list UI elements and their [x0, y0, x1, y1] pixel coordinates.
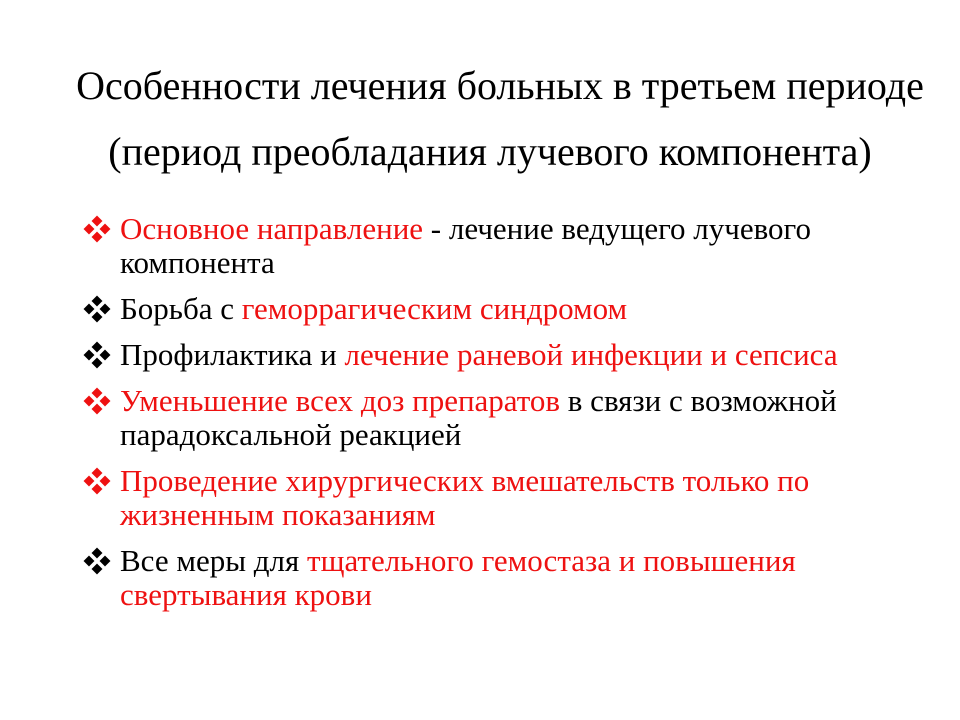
diamond-quad-icon [82, 546, 112, 576]
diamond-quad-icon [82, 466, 112, 496]
slide-title-line-2: (период преобладания лучевого компонента) [108, 129, 872, 174]
bullet-text-segment: Все меры для [120, 543, 308, 578]
bullet-text-segment: Профилактика и [120, 337, 345, 372]
bullet-item [82, 384, 942, 452]
bullet-item [82, 464, 942, 532]
bullet-item [82, 212, 942, 280]
bullet-list [82, 212, 942, 624]
bullet-text-segment: лечение раневой инфекции и сепсиса [344, 337, 838, 372]
bullet-text-segment: тщательного гемостаза и повышения свертывания крови [120, 543, 796, 612]
slide-title-line-1: Особенности лечения больных в третьем периоде [76, 63, 924, 108]
bullet-item [82, 292, 942, 326]
bullet-text-segment: геморрагическим синдромом [241, 291, 628, 326]
diamond-quad-icon [82, 340, 112, 370]
diamond-quad-icon [82, 386, 112, 416]
bullet-text-segment: Борьба с [120, 291, 242, 326]
bullet-text-segment: - лечение ведущего лучевого компонента [120, 211, 811, 280]
diamond-quad-icon [82, 214, 112, 244]
bullet-text-segment: в связи с возможной парадоксальной реакцией [120, 383, 837, 452]
bullet-item [82, 544, 942, 612]
bullet-text-segment: Уменьшение всех доз препаратов [120, 383, 561, 418]
diamond-quad-icon [82, 294, 112, 324]
bullet-item [82, 338, 942, 372]
bullet-text-segment: Проведение хирургических вмешательств только по жизненным показаниям [120, 463, 810, 532]
bullet-text-segment: Основное направление [120, 211, 431, 246]
